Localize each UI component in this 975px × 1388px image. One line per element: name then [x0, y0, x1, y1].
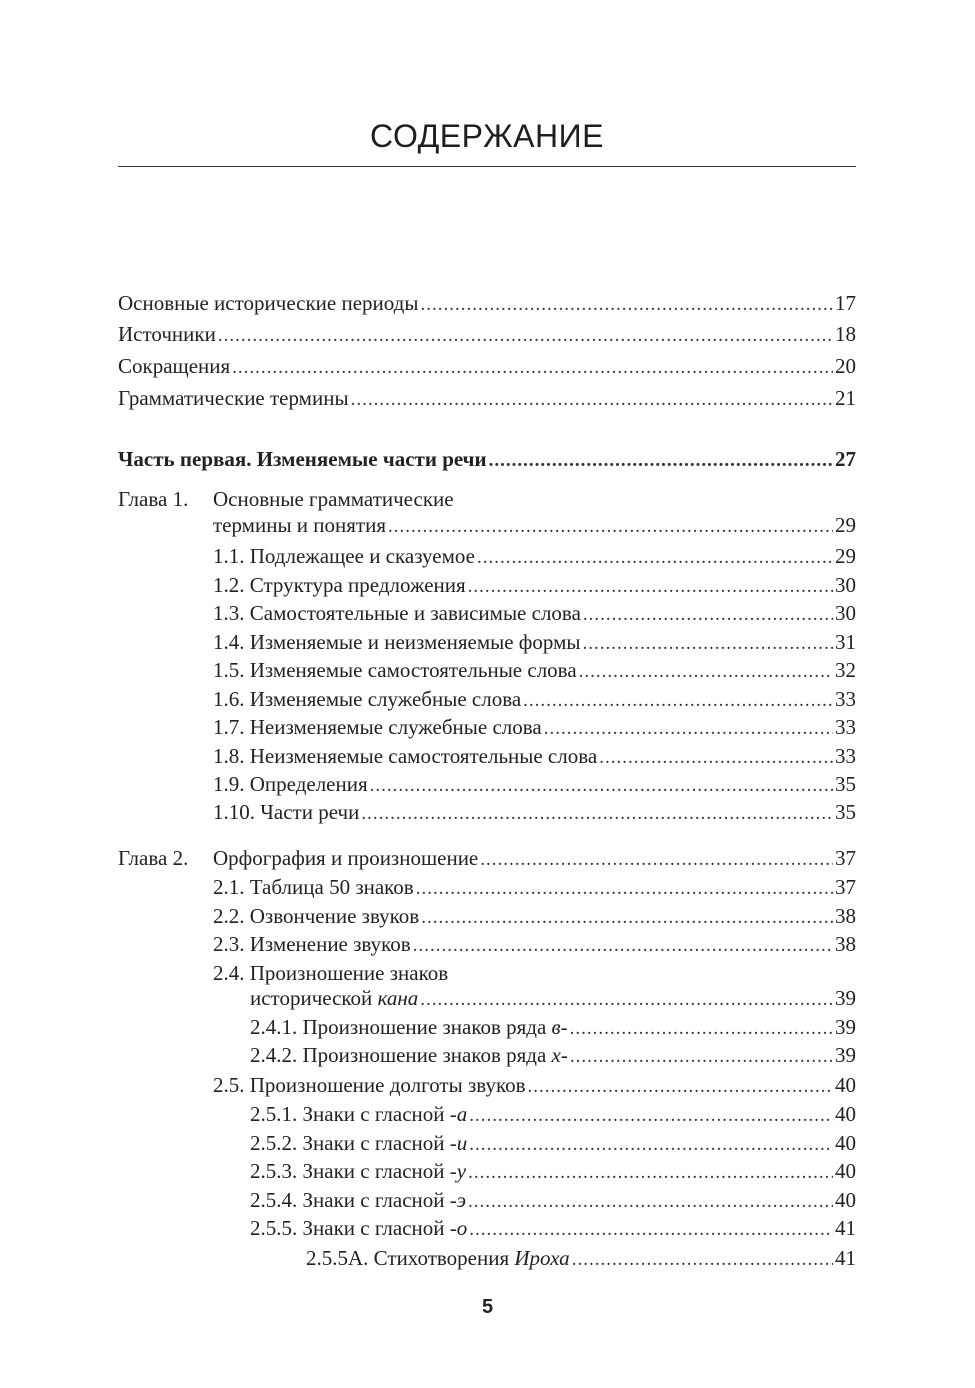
chapter-1-label: Глава 1. [118, 487, 189, 511]
toc-entry-text: 2.4.2. Произношение знаков ряда [250, 1043, 552, 1067]
toc-section-2-5-4[interactable] [250, 1186, 856, 1214]
chapter-2-label: Глава 2. [118, 846, 189, 870]
toc-page-number: 41 [835, 1246, 856, 1270]
toc-entry-title: 1.7. Неизменяемые служебные слова [213, 715, 542, 739]
toc-page-number: 40 [835, 1102, 856, 1126]
toc-entry-abbreviations[interactable] [118, 352, 856, 380]
toc-leader [218, 322, 833, 348]
toc-entry-text: 2.5.4. Знаки с гласной [250, 1188, 450, 1212]
toc-section-1-5[interactable] [213, 656, 856, 684]
toc-page-number: 39 [835, 1043, 856, 1067]
toc-leader [572, 1246, 833, 1272]
section-2-4-title-line1: 2.4. Произношение знаков [213, 961, 449, 985]
toc-entry-title [250, 1100, 467, 1128]
chapter-1-title-line1: Основные грамматические [213, 487, 454, 511]
toc-leader [579, 658, 833, 684]
toc-entry-title [250, 1129, 467, 1157]
toc-section-2-1[interactable] [213, 873, 856, 901]
toc-page-number: 27 [835, 447, 856, 471]
toc-page-number: 40 [835, 1159, 856, 1183]
toc-leader [583, 601, 833, 627]
toc-section-1-9[interactable] [213, 770, 856, 798]
toc-section-2-5-1[interactable] [250, 1100, 856, 1128]
toc-leader [468, 573, 833, 599]
toc-page-number: 35 [835, 800, 856, 824]
toc-entry-title [250, 1186, 466, 1214]
toc-part-1[interactable] [118, 445, 856, 473]
toc-section-2-5-2[interactable] [250, 1129, 856, 1157]
toc-section-2-3[interactable] [213, 930, 856, 958]
toc-section-1-2[interactable] [213, 571, 856, 599]
toc-entry-title: Основные исторические периоды [118, 291, 419, 315]
toc-leader [420, 986, 833, 1012]
toc-section-2-5[interactable] [213, 1071, 856, 1099]
toc-entry-title: 2.3. Изменение звуков [213, 932, 411, 956]
toc-leader [469, 1216, 833, 1242]
toc-entry-text: 2.5.2. Знаки с гласной [250, 1131, 450, 1155]
toc-section-1-8[interactable] [213, 742, 856, 770]
toc-leader [477, 544, 833, 570]
toc-page-number: 20 [835, 354, 856, 378]
toc-leader [480, 846, 833, 872]
toc-entry-italic: в- [551, 1015, 568, 1039]
toc-page-number: 38 [835, 932, 856, 956]
toc-leader [469, 1131, 833, 1157]
toc-leader [351, 386, 833, 412]
toc-section-2-2[interactable] [213, 902, 856, 930]
toc-leader [370, 772, 833, 798]
toc-leader [570, 1043, 833, 1069]
page-number: 5 [481, 1296, 494, 1318]
toc-section-1-6[interactable] [213, 685, 856, 713]
toc-entry-title: Источники [118, 322, 216, 346]
toc-entry-italic: -э [449, 1188, 467, 1212]
toc-page-number: 37 [835, 875, 856, 899]
toc-page-number: 39 [835, 986, 856, 1010]
toc-entry-title [250, 1214, 467, 1242]
toc-section-1-7[interactable] [213, 713, 856, 741]
toc-entry-title: 1.10. Части речи [213, 800, 360, 824]
toc-entry-title: 1.4. Изменяемые и неизменяемые формы [213, 630, 581, 654]
toc-leader [232, 354, 833, 380]
toc-section-1-10[interactable] [213, 798, 856, 826]
toc-leader [544, 715, 833, 741]
toc-entry-periods[interactable] [118, 289, 856, 317]
toc-page-number: 40 [835, 1073, 856, 1097]
toc-page-number: 38 [835, 904, 856, 928]
toc-entry-title: Часть первая. Изменяемые части речи [118, 447, 487, 471]
toc-entry-title: 1.6. Изменяемые служебные слова [213, 687, 522, 711]
toc-entry-italic: -а [449, 1102, 468, 1126]
toc-page-number: 32 [835, 658, 856, 682]
toc-entry-title [306, 1244, 570, 1272]
toc-leader [582, 630, 833, 656]
toc-section-2-4[interactable] [250, 984, 856, 1012]
toc-entry-text: исторической [250, 986, 378, 1010]
toc-page-number: 21 [835, 386, 856, 410]
toc-leader [468, 1188, 833, 1214]
toc-leader [570, 1015, 833, 1041]
toc-entry-text: 2.5.5А. Стихотворения [306, 1246, 515, 1270]
toc-chapter-2[interactable] [213, 844, 856, 872]
toc-page-number: 35 [835, 772, 856, 796]
toc-section-2-5-5a[interactable] [306, 1244, 856, 1272]
toc-page-number: 30 [835, 601, 856, 625]
toc-leader [420, 291, 833, 317]
toc-page-number: 17 [835, 291, 856, 315]
toc-entry-title: 1.8. Неизменяемые самостоятельные слова [213, 744, 598, 768]
toc-entry-sources[interactable] [118, 320, 856, 348]
toc-leader [468, 1159, 833, 1185]
toc-section-2-4-1[interactable] [250, 1013, 856, 1041]
toc-leader [489, 447, 833, 473]
toc-page-number: 39 [835, 1015, 856, 1039]
toc-leader [416, 875, 833, 901]
toc-entry-title [250, 1041, 568, 1069]
toc-page-number: 40 [835, 1131, 856, 1155]
toc-page-number: 31 [835, 630, 856, 654]
toc-entry-text: 2.5.1. Знаки с гласной [250, 1102, 450, 1126]
toc-leader [528, 1073, 833, 1099]
toc-entry-text: 2.5.3. Знаки с гласной [250, 1159, 450, 1183]
toc-entry-title [250, 1157, 466, 1185]
toc-section-1-1[interactable] [213, 542, 856, 570]
toc-entry-italic: х- [551, 1043, 568, 1067]
toc-entry-title: 1.2. Структура предложения [213, 573, 466, 597]
toc-entry-title: Сокращения [118, 354, 231, 378]
toc-entry-grammar-terms[interactable] [118, 384, 856, 412]
toc-page-number: 33 [835, 715, 856, 739]
toc-entry-title: термины и понятия [213, 513, 387, 537]
toc-page-number: 29 [835, 544, 856, 568]
toc-leader [413, 932, 833, 958]
toc-section-1-3[interactable] [213, 599, 856, 627]
toc-entry-title: 2.5. Произношение долготы звуков [213, 1073, 526, 1097]
toc-page-number: 30 [835, 573, 856, 597]
toc-entry-title [250, 984, 418, 1012]
toc-section-2-5-3[interactable] [250, 1157, 856, 1185]
title-divider [118, 166, 856, 167]
toc-page-number: 37 [835, 846, 856, 870]
toc-entry-italic: -и [449, 1131, 468, 1155]
toc-entry-title [250, 1013, 568, 1041]
toc-entry-title: 2.2. Озвончение звуков [213, 904, 420, 928]
toc-entry-title: Орфография и произношение [213, 846, 479, 870]
toc-entry-italic: кана [377, 986, 419, 1010]
toc-page-number: 33 [835, 687, 856, 711]
toc-entry-title: 1.3. Самостоятельные и зависимые слова [213, 601, 581, 625]
toc-entry-italic: Ироха [514, 1246, 570, 1270]
toc-entry-italic: -о [449, 1216, 468, 1240]
toc-chapter-1[interactable] [213, 511, 856, 539]
toc-leader [388, 513, 833, 539]
toc-page-number: 29 [835, 513, 856, 537]
toc-entry-title: Грамматические термины [118, 386, 349, 410]
toc-section-2-5-5[interactable] [250, 1214, 856, 1242]
toc-entry-text: 2.4.1. Произношение знаков ряда [250, 1015, 552, 1039]
toc-leader [599, 744, 833, 770]
toc-entry-title: 1.5. Изменяемые самостоятельные слова [213, 658, 577, 682]
toc-leader [523, 687, 833, 713]
toc-entry-italic: -у [449, 1159, 467, 1183]
toc-leader [421, 904, 833, 930]
toc-entry-title: 1.9. Определения [213, 772, 368, 796]
toc-entry-title: 2.1. Таблица 50 знаков [213, 875, 414, 899]
toc-entry-title: 1.1. Подлежащее и сказуемое [213, 544, 475, 568]
toc-section-2-4-2[interactable] [250, 1041, 856, 1069]
toc-page-number: 18 [835, 322, 856, 346]
toc-leader [469, 1102, 833, 1128]
toc-page-number: 40 [835, 1188, 856, 1212]
toc-entry-text: 2.5.5. Знаки с гласной [250, 1216, 450, 1240]
page-title: СОДЕРЖАНИЕ [370, 118, 604, 154]
toc-page-number: 33 [835, 744, 856, 768]
toc-section-1-4[interactable] [213, 628, 856, 656]
toc-leader [361, 800, 833, 826]
toc-page-number: 41 [835, 1216, 856, 1240]
